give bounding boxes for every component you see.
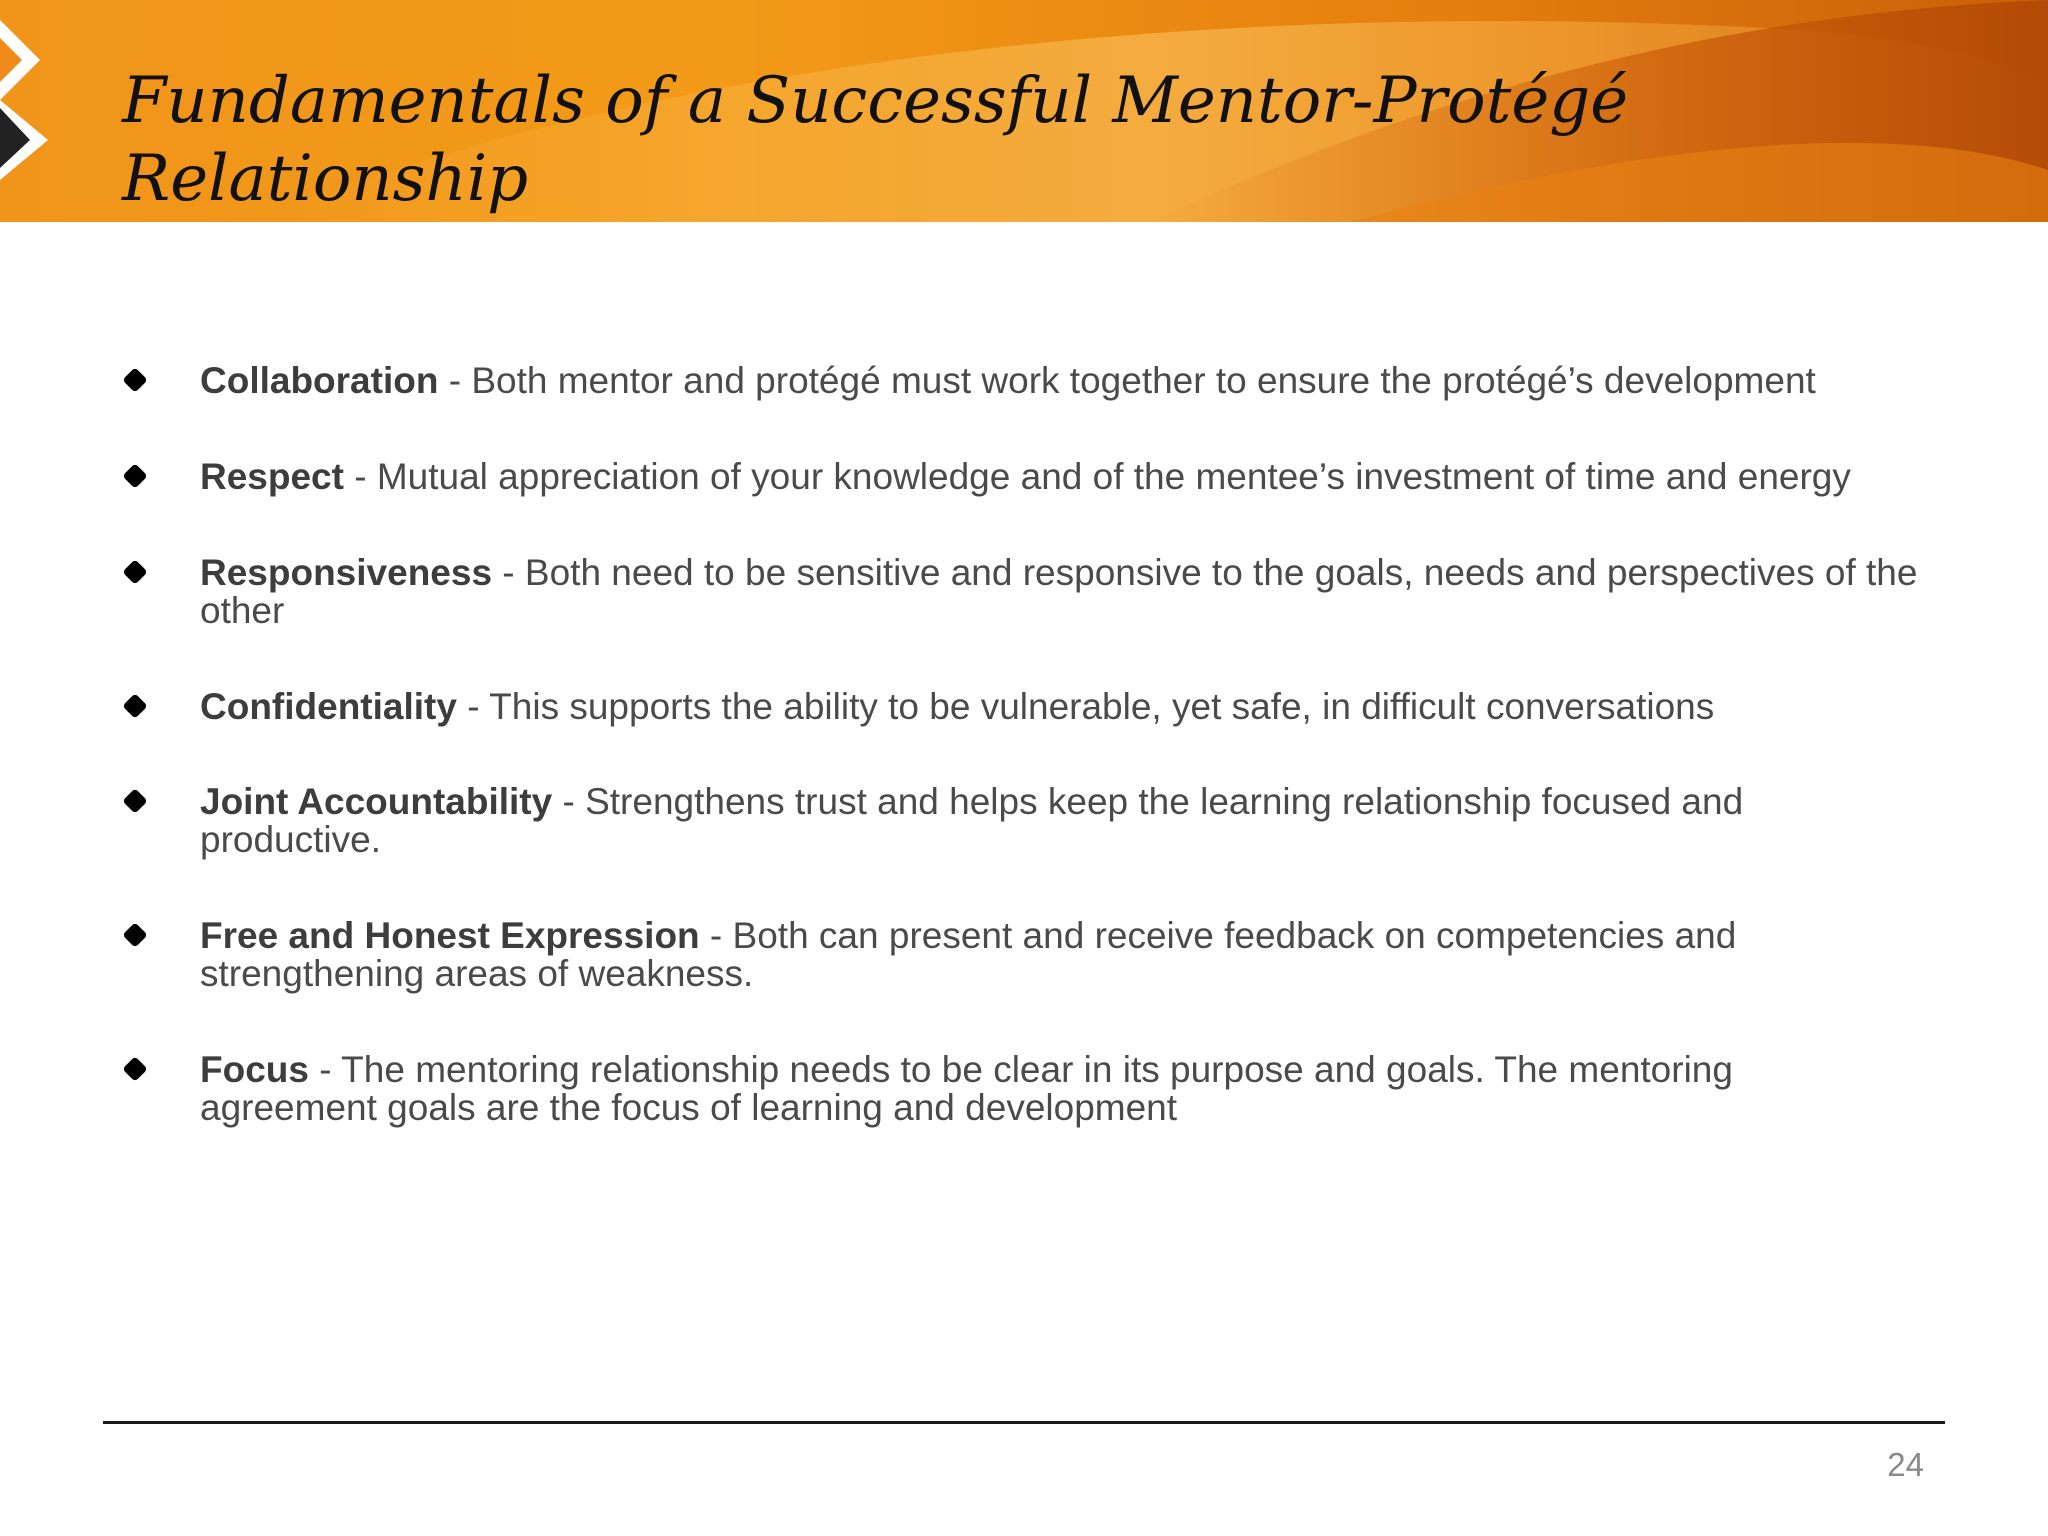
- footer-divider: [103, 1421, 1945, 1424]
- bullet-description: - The mentoring relationship needs to be clear in its purpose and goals. The mentoring agreement goals are the focus of learning and development: [200, 1049, 1733, 1128]
- bullet-item-collaboration: [120, 362, 1920, 400]
- bullet-description: - Both can present and receive feedback on competencies and strengthening areas of weakness.: [200, 915, 1737, 994]
- header-banner: [0, 0, 2048, 222]
- bullet-term: Responsiveness: [200, 552, 493, 593]
- diamond-bullet-icon: [122, 693, 147, 718]
- bullet-description: - Mutual appreciation of your knowledge and of the mentee’s investment of time and energy: [343, 456, 1851, 497]
- bullet-list: [120, 362, 1920, 1127]
- diamond-bullet-icon: [122, 463, 147, 488]
- bullet-description: - Both need to be sensitive and responsive to the goals, needs and perspectives of the other: [200, 552, 1918, 631]
- diamond-bullet-icon: [122, 922, 147, 947]
- slide-title-line-2: Relationship: [122, 142, 529, 216]
- bullet-item-confidentiality: [120, 688, 1920, 726]
- bullet-item-respect: [120, 458, 1920, 496]
- bullet-term: Joint Accountability: [200, 781, 553, 822]
- company-logo-icon: [0, 0, 80, 222]
- bullet-term: Focus: [200, 1049, 309, 1090]
- diamond-bullet-icon: [122, 1056, 147, 1081]
- slide-title: [122, 62, 1722, 218]
- bullet-item-focus: [120, 1051, 1920, 1127]
- bullet-description: - Strengthens trust and helps keep the learning relationship focused and productive.: [200, 781, 1744, 860]
- bullet-item-joint-accountability: [120, 783, 1920, 859]
- bullet-term: Collaboration: [200, 360, 439, 401]
- bullet-term: Confidentiality: [200, 686, 457, 727]
- bullet-item-free-and-honest-expression: [120, 917, 1920, 993]
- diamond-bullet-icon: [122, 559, 147, 584]
- page-number: 24: [1887, 1446, 1924, 1483]
- bullet-term: Respect: [200, 456, 344, 497]
- bullet-term: Free and Honest Expression: [200, 915, 700, 956]
- bullet-description: - Both mentor and protégé must work together to ensure the protégé’s development: [438, 360, 1816, 401]
- diamond-bullet-icon: [122, 788, 147, 813]
- bullet-description: - This supports the ability to be vulnerable, yet safe, in difficult conversations: [456, 686, 1715, 727]
- bullet-item-responsiveness: [120, 554, 1920, 630]
- slide-title-line-1: Fundamentals of a Successful Mentor-Protégé: [122, 64, 1629, 138]
- diamond-bullet-icon: [122, 367, 147, 392]
